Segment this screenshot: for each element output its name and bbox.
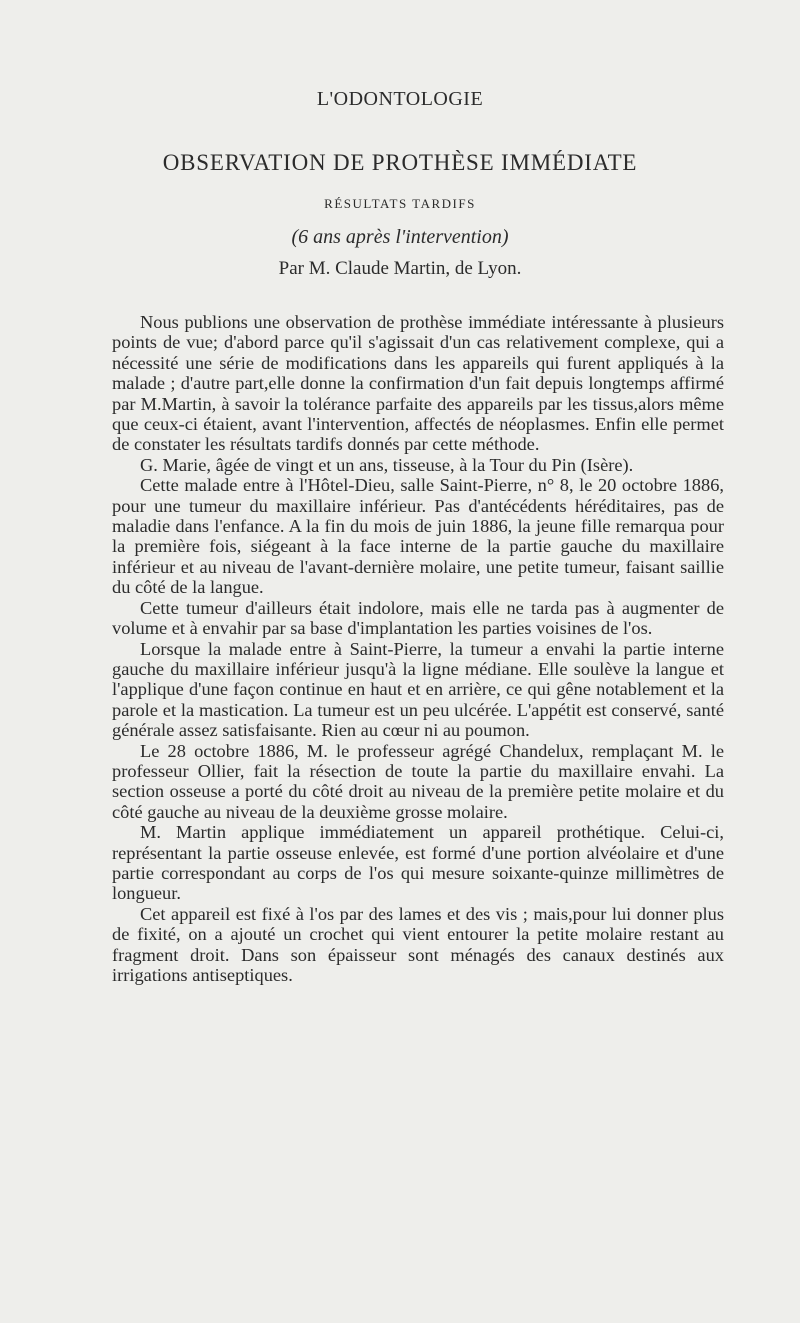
paragraph: M. Martin applique immédiatement un appareil prothétique. Celui-ci, représentant la partie osseuse enlevée, est formé d'une portion alvéolaire et d'une partie correspondant au corps de l'os qui mesure soixante-quinze millimètres de longueur.	[112, 822, 724, 904]
paragraph: Le 28 octobre 1886, M. le professeur agrégé Chandelux, remplaçant M. le professeur Ollier, fait la résection de toute la partie du maxillaire envahi. La section osseuse a porté du côté droit au niveau de la première petite molaire et du côté gauche au niveau de la deuxième grosse molaire.	[112, 740, 724, 822]
article-title: OBSERVATION DE PROTHÈSE IMMÉDIATE	[162, 150, 638, 175]
article-subtitle-2: (6 ans après l'intervention)	[291, 226, 509, 248]
article-subtitle: RÉSULTATS TARDIFS	[324, 196, 476, 211]
paragraph: Cette tumeur d'ailleurs était indolore, mais elle ne tarda pas à augmenter de volume et à envahir par sa base d'implantation les parties voisines de l'os.	[112, 597, 724, 639]
paragraph: Cette malade entre à l'Hôtel-Dieu, salle Saint-Pierre, n° 8, le 20 octobre 1886, pour une tumeur du maxillaire inférieur. Pas d'antécédents héréditaires, pas de maladie dans l'enfance. A la fin du mois de juin 1886, la jeune fille remarqua pour la première fois, siégeant à la face interne de la partie gauche du maxillaire inférieur et au niveau de l'avant-dernière molaire, une petite tumeur, faisant saillie du côté de la langue.	[112, 475, 724, 598]
article-author: Par M. Claude Martin, de Lyon.	[278, 258, 522, 279]
article-body	[112, 312, 724, 985]
running-head: L'ODONTOLOGIE	[316, 88, 484, 110]
paragraph: Cet appareil est fixé à l'os par des lames et des vis ; mais,pour lui donner plus de fixité, on a ajouté un crochet qui vient entourer la petite molaire restant au fragment droit. Dans son épaisseur sont ménagés des canaux destinés aux irrigations antiseptiques.	[112, 903, 724, 985]
paragraph: Lorsque la malade entre à Saint-Pierre, la tumeur a envahi la partie interne gauche du maxillaire inférieur jusqu'à la ligne médiane. Elle soulève la langue et l'applique d'une façon continue en haut et en arrière, ce qui gêne notablement et la parole et la mastication. La tumeur est un peu ulcérée. L'appétit est conservé, santé générale assez satisfaisante. Rien au cœur ni au poumon.	[112, 638, 724, 741]
paragraph: G. Marie, âgée de vingt et un ans, tisseuse, à la Tour du Pin (Isère).	[140, 454, 634, 475]
paragraph: Nous publions une observation de prothèse immédiate intéressante à plusieurs points de vue; d'abord parce qu'il s'agissait d'un cas relativement complexe, qui a nécessité une série de modifications dans les appareils qui furent appliqués à la malade ; d'autre part,elle donne la confirmation d'un fait depuis longtemps affirmé par M.Martin, à savoir la tolérance parfaite des appareils par les tissus,alors même que ceux-ci étaient, avant l'intervention, affectés de néoplasmes. Enfin elle permet de constater les résultats tardifs donnés par cette méthode.	[112, 312, 724, 455]
